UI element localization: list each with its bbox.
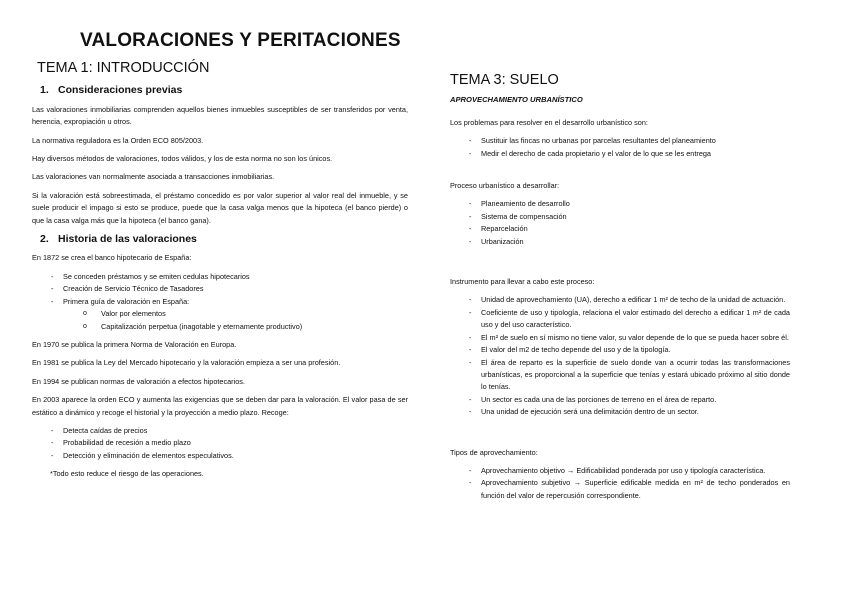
bullet-list (450, 465, 790, 502)
list-item-text: Primera guía de valoración en España: (63, 296, 190, 306)
paragraph: En 1872 se crea el banco hipotecario de España: (32, 253, 192, 263)
paragraph: Las valoraciones inmobiliarias comprenden aquellos bienes inmuebles susceptibles de ser transferidos por venta, herencia, expropiación u otros. (32, 104, 408, 127)
paragraph: Tipos de aprovechamiento: (450, 447, 538, 457)
paragraph: Los problemas para resolver en el desarrollo urbanístico son: (450, 117, 648, 127)
bullet-list (32, 425, 408, 462)
list-item: - Probabilidad de recesión a medio plazo (54, 437, 408, 449)
bullet-list (32, 271, 408, 333)
sub-list (63, 308, 408, 333)
paragraph: En 2003 aparece la orden ECO y aumenta las exigencias que se deben dar para la valoración. El valor pasa de ser estático a dinámico y recoge el historial y la proyección a medio plazo. Recoge: (32, 395, 408, 417)
bullet-list (450, 135, 790, 160)
paragraph: Instrumento para llevar a cabo este proceso: (450, 277, 595, 287)
list-item: - Aprovechamiento objetivo → Edificabilidad ponderada por uso y tipología característica. (472, 465, 790, 477)
list-item: - Detecta caídas de precios (54, 425, 408, 437)
list-item: - Reparcelación (472, 223, 790, 235)
list-item: - Medir el derecho de cada propietario y el valor de lo que se les entrega (472, 148, 790, 160)
list-item: - Sistema de compensación (472, 211, 790, 223)
paragraph: Proceso urbanístico a desarrollar: (450, 181, 560, 191)
sub-list-item: o Valor por elementos (89, 308, 408, 320)
tema1-name: INTRODUCCIÓN (96, 60, 210, 76)
list-item: - Planeamiento de desarrollo (472, 198, 790, 210)
list-item: - Creación de Servicio Técnico de Tasadores (54, 283, 408, 295)
paragraph: La normativa reguladora es la Orden ECO 805/2003. (32, 135, 204, 145)
subtitle: APROVECHAMIENTO URBANÍSTICO (450, 95, 583, 105)
list-item: - Urbanización (472, 236, 790, 248)
bullet-list (450, 294, 790, 418)
section-heading-historia (40, 233, 408, 245)
paragraph: Si la valoración está sobreestimada, el préstamo concedido es por valor superior al valor real del inmueble, y se suele producir el impago si esto se produce, puede que la casa valga menos que la hipoteca (el banco pierde) o que la casa valga más que la hipoteca (el banco gana). (32, 190, 408, 225)
tema3-label: TEMA 3: (450, 72, 506, 88)
footnote: *Todo esto reduce el riesgo de las operaciones. (50, 469, 204, 479)
tema3-heading (450, 74, 790, 86)
list-item: - El valor del m2 de techo depende del uso y de la tipología. (472, 344, 790, 356)
paragraph: En 1981 se publica la Ley del Mercado hipotecario y la valoración empieza a ser una profesión. (32, 358, 341, 368)
paragraph: Las valoraciones van normalmente asociada a transacciones inmobiliarias. (32, 172, 275, 182)
list-item: - Aprovechamiento subjetivo → Superficie edificable medida en m² de techo ponderados en función del valor de repercusión correspondiente. (472, 477, 790, 502)
paragraph: Hay diversos métodos de valoraciones, todos válidos, y los de esta norma no son los únicos. (32, 154, 333, 164)
section-title: Historia de las valoraciones (58, 233, 197, 246)
list-item: - Una unidad de ejecución será una delimitación dentro de un sector. (472, 406, 790, 418)
list-item: - Sustituir las fincas no urbanas por parcelas resultantes del planeamiento (472, 135, 790, 147)
section-title: Consideraciones previas (58, 84, 183, 97)
bullet-list (450, 198, 790, 248)
tema1-label: TEMA 1: (37, 60, 93, 76)
right-column (450, 74, 790, 508)
sub-list-item: o Capitalización perpetua (inagotable y eternamente productivo) (89, 321, 408, 333)
section-number: 1. (40, 84, 49, 97)
tema1-heading (37, 62, 408, 74)
list-item: - Coeficiente de uso y tipología, relaciona el valor estimado del derecho a edificar 1 m² de cada uso y del uso característico. (472, 307, 790, 332)
tema3-name: SUELO (509, 72, 559, 88)
list-item: - Un sector es cada una de las porciones de terreno en el área de reparto. (472, 394, 790, 406)
list-item: - Detección y eliminación de elementos especulativos. (54, 450, 408, 462)
list-item: - El área de reparto es la superficie de suelo donde van a ocurrir todas las transformaciones urbanísticas, es proporcional a la superficie que tenías y estará ubicado próximo al sitio donde lo tenías. (472, 357, 790, 394)
list-item (54, 296, 408, 333)
section-heading-consideraciones (40, 84, 408, 96)
paragraph: En 1970 se publica la primera Norma de Valoración en Europa. (32, 339, 237, 349)
document-title: VALORACIONES Y PERITACIONES (80, 30, 401, 51)
list-item: - Se conceden préstamos y se emiten cedulas hipotecarios (54, 271, 408, 283)
left-column (32, 62, 408, 481)
list-item: - Unidad de aprovechamiento (UA), derecho a edificar 1 m² de techo de la unidad de actuación. (472, 294, 790, 306)
list-item: - El m² de suelo en sí mismo no tiene valor, su valor depende de lo que se pueda hacer sobre él. (472, 332, 790, 344)
paragraph: En 1994 se publican normas de valoración a efectos hipotecarios. (32, 376, 245, 386)
section-number: 2. (40, 233, 49, 246)
